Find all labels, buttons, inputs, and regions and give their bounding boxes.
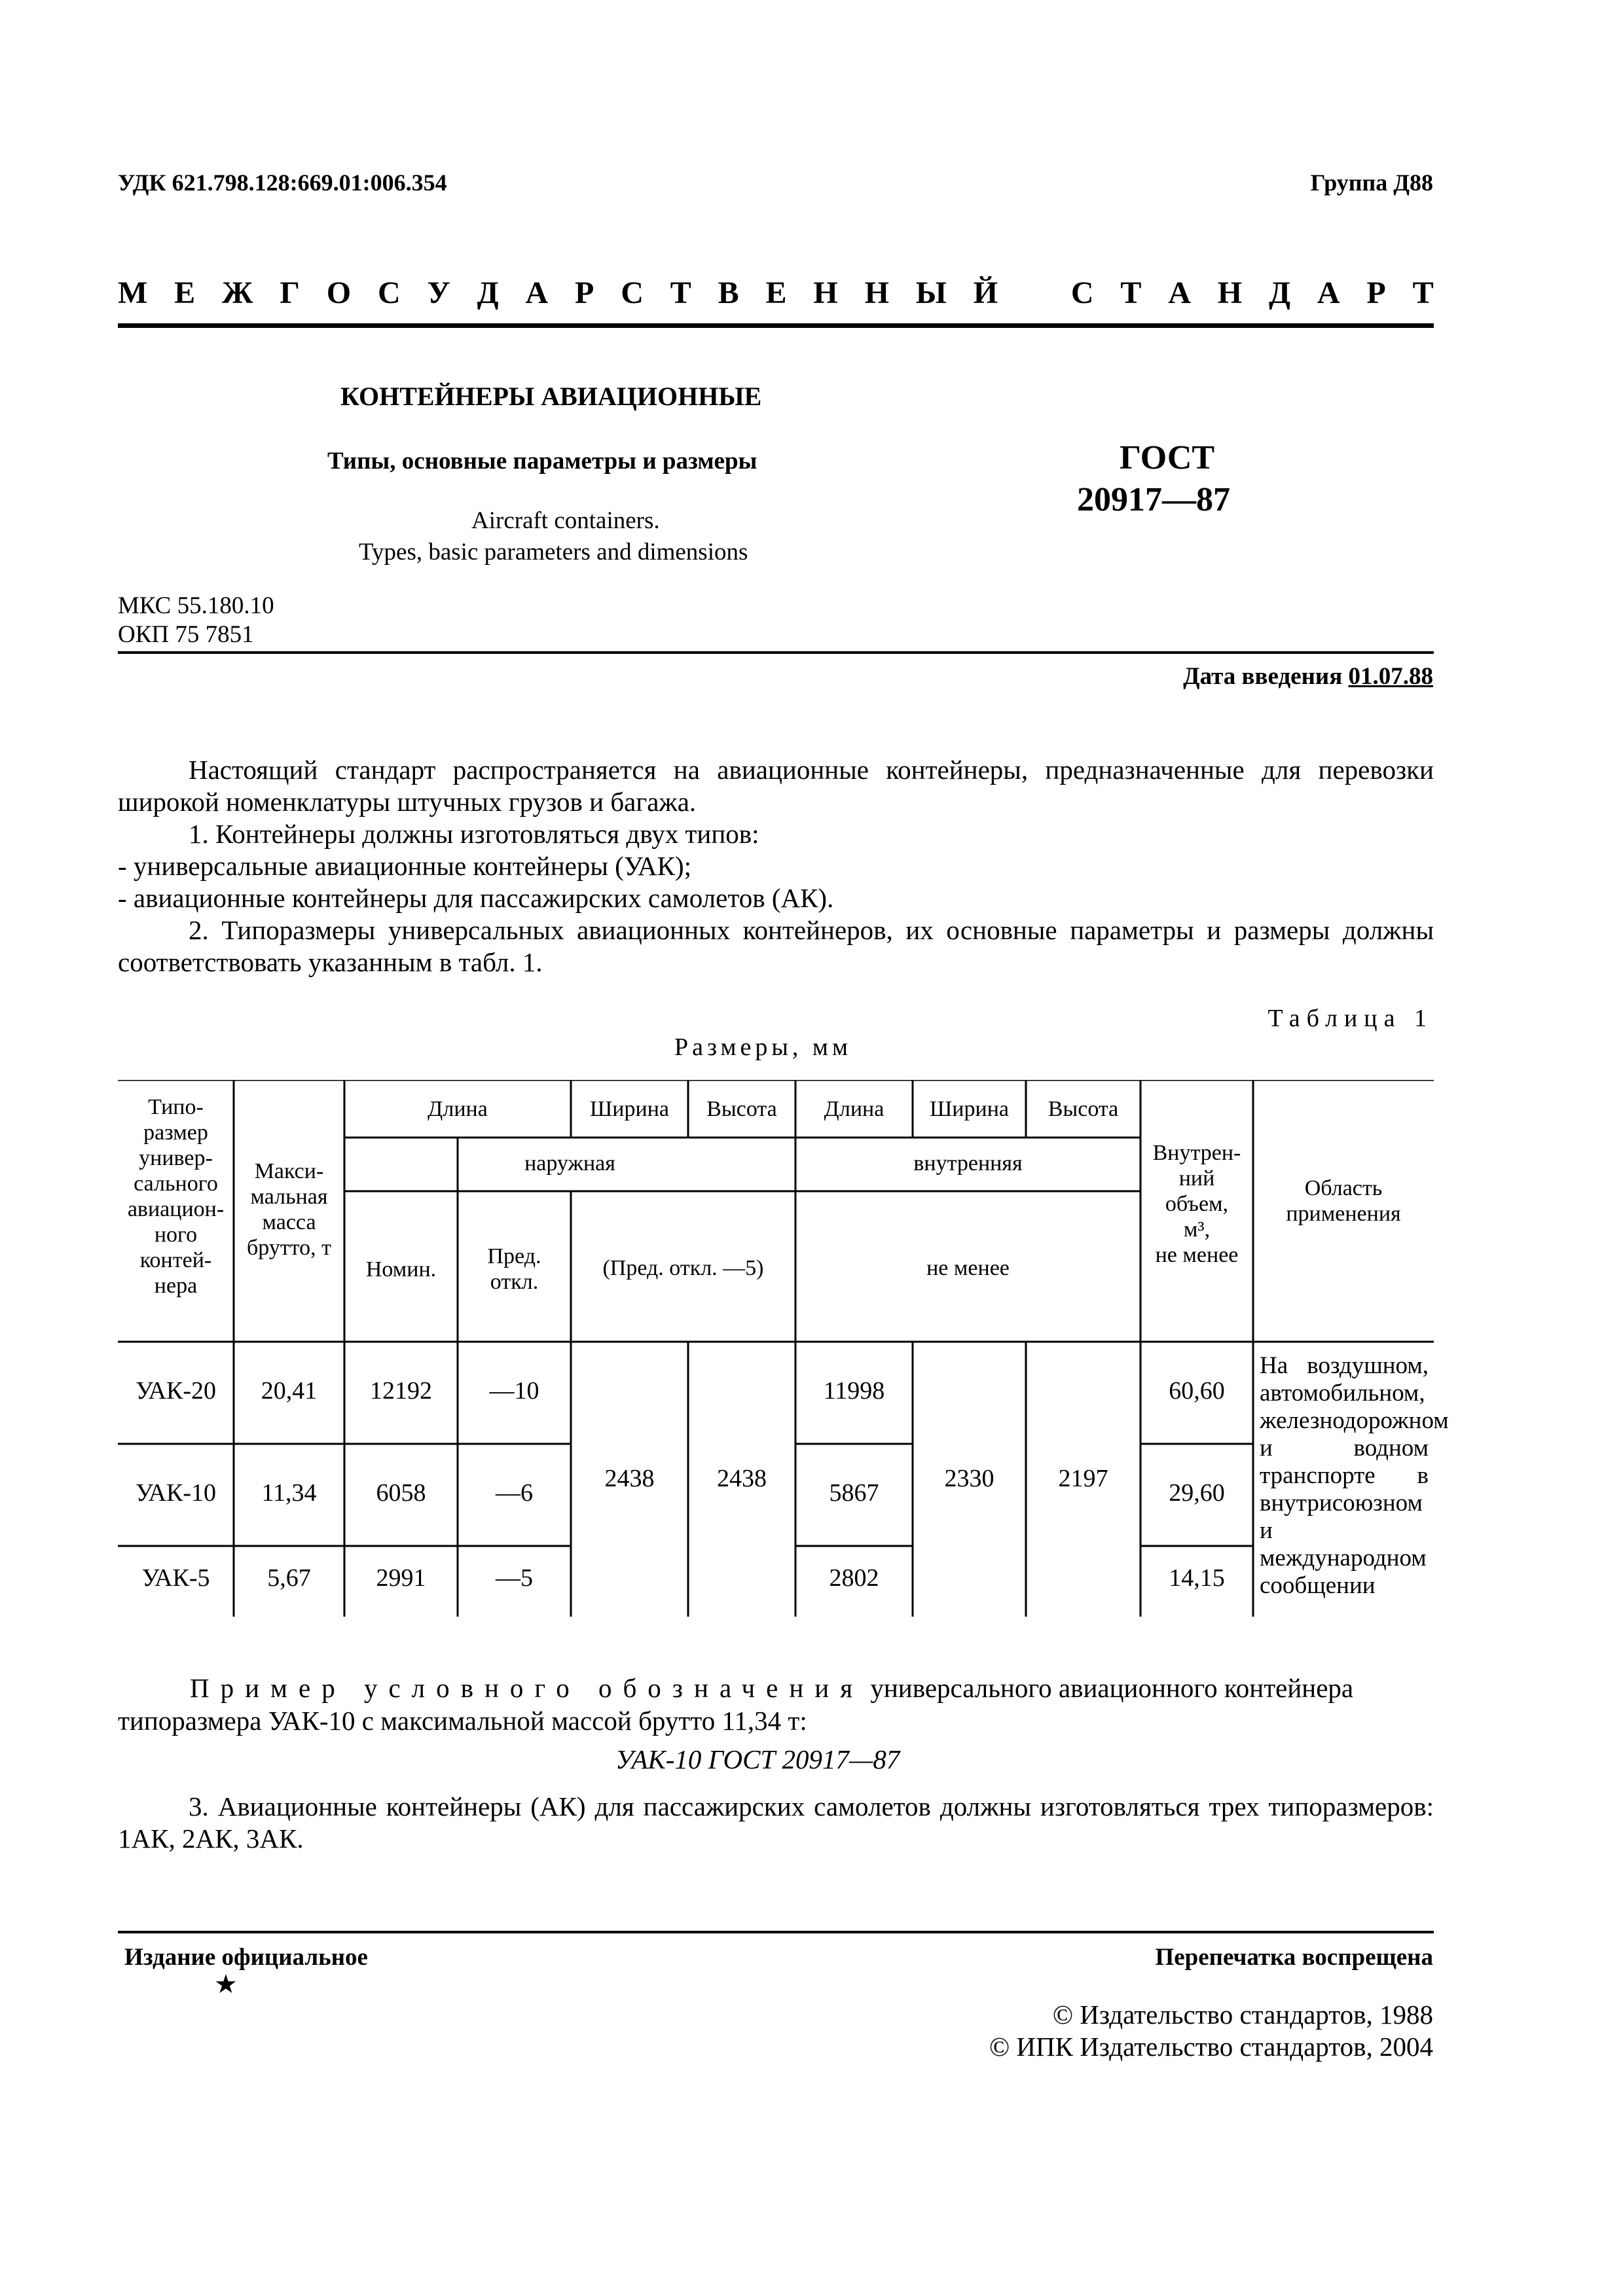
header-length-outer: Длина [428, 1097, 488, 1121]
header-width-outer: Ширина [590, 1097, 669, 1121]
heading-letter: Ы [915, 276, 947, 310]
heading-letter: А [1317, 276, 1340, 310]
title-ru-sub: Типы, основные параметры и размеры [327, 448, 757, 475]
footer-rule [118, 1931, 1434, 1933]
row1-mass: 20,41 [261, 1377, 318, 1405]
row1-type: УАК-20 [135, 1377, 217, 1405]
heading-letter: У [427, 276, 450, 310]
paragraph-item-1: 1. Контейнеры должны изготовляться двух типов: [189, 819, 759, 849]
word-gap [1025, 275, 1044, 311]
title-ru-main: КОНТЕЙНЕРЫ АВИАЦИОННЫЕ [340, 382, 762, 411]
row2-length-inner: 5867 [829, 1479, 879, 1507]
header-nominal: Номин. [365, 1257, 437, 1282]
introduction-date-value: 01.07.88 [1348, 663, 1433, 690]
okp-code: ОКП 75 7851 [118, 621, 254, 648]
row2-volume: 29,60 [1169, 1479, 1225, 1507]
row1-length-inner: 11998 [823, 1377, 885, 1405]
heading-letter: Е [765, 276, 787, 310]
table-caption: Таблица 1 [1267, 1005, 1433, 1032]
shared-height-outer: 2438 [717, 1465, 767, 1492]
row1-volume: 60,60 [1169, 1377, 1225, 1405]
standard-kind-heading [118, 275, 1434, 311]
shared-application: На воздушном, автомобильном, железнодорожном и водном транспорте в внутрисоюзном и международном сообщении [1260, 1352, 1449, 1599]
heading-letter: Ж [222, 276, 253, 310]
udk-code: УДК 621.798.128:669.01:006.354 [118, 170, 447, 196]
example-designation: УАК-10 ГОСТ 20917—87 [615, 1744, 900, 1774]
row3-type: УАК-5 [141, 1564, 210, 1592]
header-length-inner: Длина [824, 1097, 884, 1121]
paragraph-item-3: 3. Авиационные контейнеры (АК) для пассажирских самолетов должны изготовляться трех типоразмеров: 1АК, 2АК, 3АК. [118, 1791, 1434, 1854]
heading-letter: А [525, 276, 549, 310]
table-subcaption: Размеры, мм [674, 1033, 852, 1061]
row3-mass: 5,67 [267, 1564, 311, 1592]
example-line1 [190, 1672, 1353, 1704]
header-type: Типо- размер универ- сального авиацион- ного контей- нера [127, 1095, 225, 1298]
heading-letter: Н [1217, 276, 1243, 310]
heading-letter: Е [174, 276, 196, 310]
row2-mass: 11,34 [261, 1479, 317, 1507]
heading-letter: Й [973, 276, 998, 310]
title-en-line1: Aircraft containers. [471, 507, 660, 534]
edition-official: Издание официальное [124, 1944, 368, 1971]
example-lead: Пример условного обозначения [190, 1673, 864, 1703]
heading-letter: Н [864, 276, 889, 310]
heading-letter: М [118, 276, 148, 310]
heading-letter: С [1070, 276, 1094, 310]
row1-length: 12192 [370, 1377, 432, 1405]
heading-letter: С [377, 276, 401, 310]
header-mass: Макси- мальная масса брутто, т [247, 1159, 331, 1260]
heading-letter: С [621, 276, 644, 310]
heading-letter: Г [280, 276, 300, 310]
heading-letter: Р [1366, 276, 1386, 310]
codes-rule [118, 651, 1434, 654]
header-volume: Внутрен- ний объем, м³, не менее [1152, 1141, 1241, 1267]
reprint-prohibited: Перепечатка воспрещена [1155, 1944, 1433, 1971]
copyright-1988: © Издательство стандартов, 1988 [1052, 2000, 1433, 2030]
heading-letter: В [718, 276, 739, 310]
parameters-table [118, 1080, 1449, 1617]
heading-letter: Т [670, 276, 691, 310]
title-en-line2: Types, basic parameters and dimensions [359, 539, 748, 565]
shared-width-inner: 2330 [944, 1465, 994, 1492]
heading-letter: Р [575, 276, 594, 310]
row2-length: 6058 [376, 1479, 426, 1507]
row3-tolerance: —5 [496, 1564, 533, 1592]
header-outer: наружная [524, 1151, 615, 1175]
paragraph-item-2: 2. Типоразмеры универсальных авиационных контейнеров, их основные параметры и размеры должны соответствовать указанным в табл. 1. [118, 915, 1434, 977]
list-item-uak: - универсальные авиационные контейнеры (УАК); [118, 851, 692, 881]
star-icon: ★ [214, 1969, 238, 1999]
heading-letter: Д [1268, 276, 1291, 310]
header-inner: внутренняя [913, 1151, 1023, 1175]
heading-letter: О [326, 276, 352, 310]
row2-type: УАК-10 [135, 1479, 217, 1507]
header-height-inner: Высота [1048, 1097, 1119, 1121]
heading-letter: Н [813, 276, 838, 310]
mks-code: МКС 55.180.10 [118, 592, 274, 619]
heading-letter: Т [1120, 276, 1142, 310]
introduction-date-label: Дата введения [1183, 663, 1349, 690]
copyright-2004: © ИПК Издательство стандартов, 2004 [989, 2032, 1433, 2062]
header-tolerance: Пред. откл. [487, 1244, 541, 1294]
row3-length: 2991 [376, 1564, 426, 1592]
example-line2: типоразмера УАК-10 с максимальной массой брутто 11,34 т: [118, 1706, 807, 1736]
gost-label: ГОСТ [1120, 439, 1215, 476]
heading-letter: Т [1412, 276, 1434, 310]
shared-width-outer: 2438 [604, 1465, 655, 1492]
list-item-ak: - авиационные контейнеры для пассажирских самолетов (АК). [118, 883, 834, 913]
heading-letter: А [1168, 276, 1191, 310]
row2-tolerance: —6 [496, 1479, 533, 1507]
row3-volume: 14,15 [1169, 1564, 1225, 1592]
group-code: Группа Д88 [1310, 170, 1433, 196]
row1-tolerance: —10 [489, 1377, 539, 1405]
example-rest: универсального авиационного контейнера [864, 1673, 1354, 1703]
header-not-less: не менее [926, 1256, 1010, 1280]
header-rule [118, 323, 1434, 328]
header-application: Область применения [1286, 1176, 1401, 1226]
paragraph-scope: Настоящий стандарт распространяется на авиационные контейнеры, предназначенные для перевозки широкой номенклатуры штучных грузов и багажа. [118, 755, 1434, 817]
introduction-date [1183, 662, 1433, 691]
gost-number: 20917—87 [1077, 481, 1230, 518]
header-tolerance-wh: (Пред. откл. —5) [602, 1256, 764, 1280]
header-width-inner: Ширина [930, 1097, 1009, 1121]
heading-letter: Д [477, 276, 499, 310]
shared-height-inner: 2197 [1058, 1465, 1108, 1492]
header-height-outer: Высота [706, 1097, 777, 1121]
row3-length-inner: 2802 [829, 1564, 879, 1592]
